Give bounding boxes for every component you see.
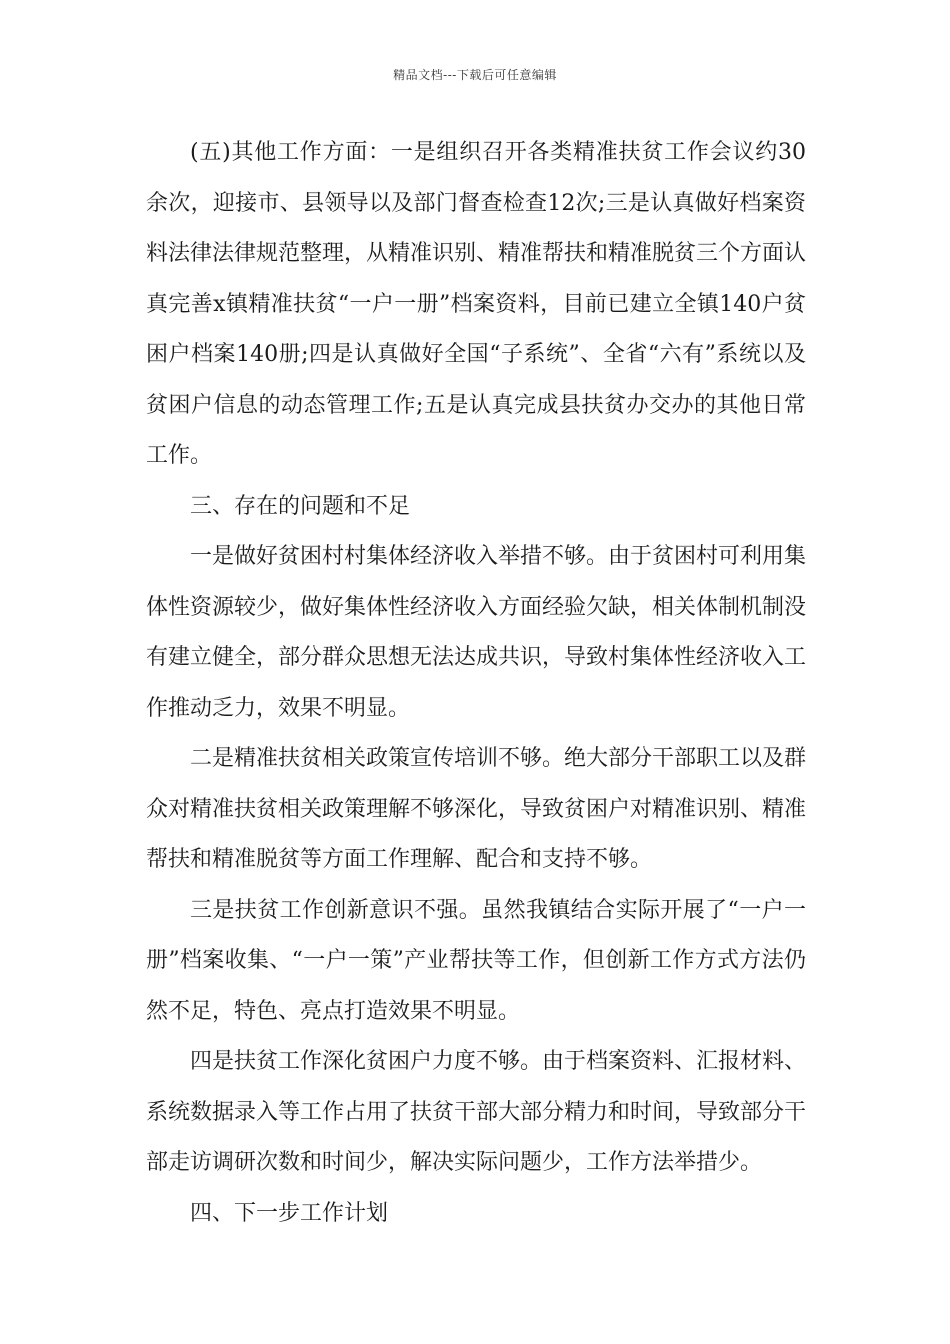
- document-body: [146, 128, 806, 1239]
- section-heading-next-plan: 四、下一步工作计划: [190, 1200, 389, 1226]
- paragraph-other-work: (五)其他工作方面：一是组织召开各类精准扶贫工作会议约30余次，迎接市、县领导以及部门督查检查12次;三是认真做好档案资料法律法律规范整理，从精准识别、精准帮扶和精准脱贫三个方面认真完善x镇精准扶贫“一户一册”档案资料，目前已建立全镇140户贫困户档案140册;四是认真做好全国“子系统”、全省“六有”系统以及贫困户信息的动态管理工作;五是认真完成县扶贫办交办的其他日常工作。: [146, 140, 807, 468]
- paragraph-problem-1: 一是做好贫困村村集体经济收入举措不够。由于贫困村可利用集体性资源较少，做好集体性经济收入方面经验欠缺，相关体制机制没有建立健全，部分群众思想无法达成共识，导致村集体性经济收入工作推动乏力，效果不明显。: [146, 544, 807, 721]
- paragraph-problem-4: 四是扶贫工作深化贫困户力度不够。由于档案资料、汇报材料、系统数据录入等工作占用了扶贫干部大部分精力和时间，导致部分干部走访调研次数和时间少，解决实际问题少，工作方法举措少。: [146, 1049, 807, 1175]
- paragraph-problem-2: 二是精准扶贫相关政策宣传培训不够。绝大部分干部职工以及群众对精准扶贫相关政策理解不够深化，导致贫困户对精准识别、精准帮扶和精准脱贫等方面工作理解、配合和支持不够。: [146, 746, 807, 872]
- section-heading-problems: 三、存在的问题和不足: [190, 493, 411, 519]
- paragraph-problem-3: 三是扶贫工作创新意识不强。虽然我镇结合实际开展了“一户一册”档案收集、“一户一策”产业帮扶等工作，但创新工作方式方法仍然不足，特色、亮点打造效果不明显。: [146, 897, 806, 1024]
- page-header: 精品文档---下载后可任意编辑: [393, 68, 557, 82]
